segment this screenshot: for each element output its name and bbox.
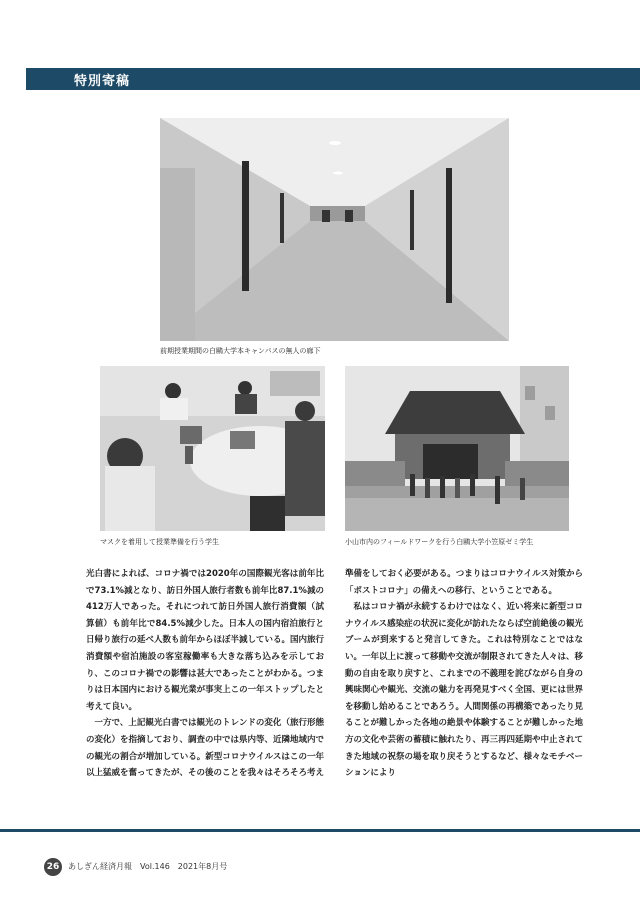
body-left-column (86, 566, 324, 782)
corridor-caption: 前期授業期間の白鷗大学本キャンパスの無人の廊下 (160, 347, 321, 355)
body-right-column (345, 566, 583, 782)
gate-caption: 小山市内のフィールドワークを行う白鷗大学小笠原ゼミ学生 (345, 538, 534, 546)
body-paragraph: 私はコロナ禍が永続するわけではなく、近い将来に新型コロナウイルス感染症の状況に変化が訪れたならば空前絶後の観光ブームが到来すると発言してきた。これは特別なことではない。一年以上に渡って移動や交流が制限されてきた人々は、移動の自由を取り戻すと、これまでの不義理を詫びながら自身の興味関心や観光、交流の魅力を再発見すべく全国、更には世界を移動し始めることであろう。人間関係の再構築であったり見ることが難しかった各地の絶景や体験することが難しかった地方の文化や芸術の蓄積に触れたり、再三再四延期や中止されてきた地域の祝祭の場を取り戻そうとするなど、様々なモチベーションにより (345, 602, 584, 779)
publication-info: あしぎん経済月報 Vol.146 2021年8月号 (68, 862, 228, 871)
corridor-photo (160, 118, 509, 341)
body-paragraph: 準備をしておく必要がある。つまりはコロナウイルス対策から「ポストコロナ」の備えへの移行、ということである。 (345, 569, 583, 596)
section-title: 特別寄稿 (74, 74, 131, 89)
gate-photo (345, 366, 569, 531)
body-paragraph: 一方で、上記観光白書では観光のトレンドの変化（旅行形態の変化）を指摘しており、調査の中では県内等、近隣地域内での観光の割合が増加している。新型コロナウイルスはこの一年以上猛威を奮ってきたが、その後のことを我々はそろそろ考え (86, 718, 325, 779)
students-caption: マスクを着用して授業準備を行う学生 (100, 538, 219, 546)
footer-rule (0, 829, 640, 832)
body-paragraph: 光白書によれば、コロナ禍では2020年の国際観光客は前年比で73.1%減となり、訪日外国人旅行者数も前年比87.1%減の412万人であった。それにつれて訪日外国人旅行消費額（試算値）も前年比で84.5%減少した。日本人の国内宿泊旅行と日帰り旅行の延べ人数も前年からほぼ半減している。国内旅行消費額や宿泊施設の客室稼働率も大きな落ち込みを示しており、このコロナ禍での影響は甚大であったことがわかる。つまりは日本国内における観光業が事実上この一年ストップしたと考えて良い。 (86, 569, 325, 712)
students-photo (100, 366, 325, 531)
page-number: 26 (44, 858, 62, 876)
